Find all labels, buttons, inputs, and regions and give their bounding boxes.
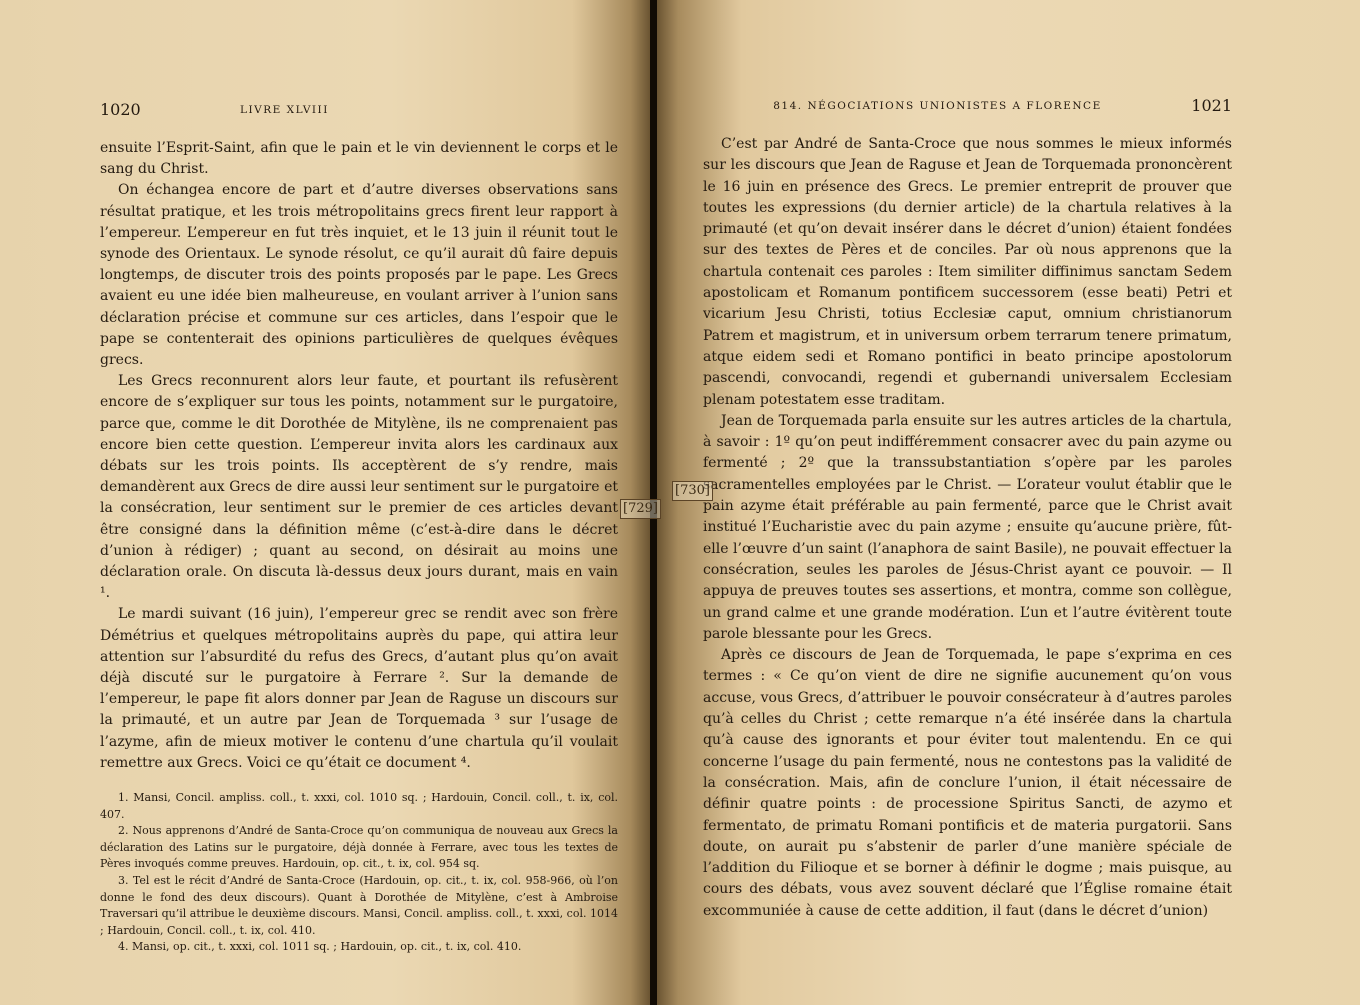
paragraph: Les Grecs reconnurent alors leur faute, et pourtant ils refusèrent encore de s’expliquer sur tous les points, notamment sur le purgatoire, parce que, comme le dit Dorothée de Mitylène, ils ne comprenaient pas encore bien cette question. L’empereur invita alors les cardinaux aux débats sur les trois points. Ils acceptèrent de s’y rendre, mais demandèrent aux Grecs de dire aussi leur sentiment sur le purgatoire et la consécration, leur sentiment sur le premier de ces articles devant être consigné dans la définition même (c’est-à-dire dans le décret d’union à rédiger) ; quant au second, on désirait au moins une déclaration orale. On discuta là-dessus deux jours durant, mais en vain ¹. — [100, 373, 618, 602]
paragraph: Le mardi suivant (16 juin), l’empereur grec se rendit avec son frère Démétrius et quelques métropolitains auprès du pape, qui attira leur attention sur l’absurdité du refus des Grecs, d’autant plus qu’on avait déjà discuté sur le purgatoire à Ferrare ². Sur la demande de l’empereur, le pape fit alors donner par Jean de Raguse un discours sur la primauté, et un autre par Jean de Torquemada ³ sur l’usage de l’azyme, afin de mieux motiver le contenu d’une chartula qu’il voulait remettre aux Grecs. Voici ce qu’était ce document ⁴. — [100, 606, 618, 771]
footnote: 3. Tel est le récit d’André de Santa-Croce (Hardouin, op. cit., t. ix, col. 958-966, où l’on donne le fond des deux discours). Quant à Dorothée de Mitylène, c’est à Ambroise Traversari qu’il attribue le deuxième discours. Mansi, Concil. ampliss. coll., t. xxxi, col. 1014 ; Hardouin, Concil. coll., t. ix, col. 410. — [100, 874, 618, 937]
right-running-title: 814. NÉGOCIATIONS UNIONISTES A FLORENCE — [773, 100, 1102, 112]
paragraph: Après ce discours de Jean de Torquemada, le pape s’exprima en ces termes : « Ce qu’on vient de dire ne signifie aucunement qu’on vous accuse, vous Grecs, d’attribuer le pouvoir consécrateur à d’autres paroles qu’à celles du Christ ; cette remarque n’a été insérée dans la chartula qu’à cause des ignorants et pour éviter tout malentendu. En ce qui concerne l’usage du pain fermenté, nous ne contestons pas la validité de la consécration. Mais, afin de conclure l’union, il était nécessaire de définir quatre points : de processione Spiritus Sancti, de azymo et fermentato, de primatu Romani pontificis et de materia purgatorii. Sans doute, on aurait pu s’abstenir de parler d’une manière spéciale de l’addition du Filioque et se borner à définir le dogme ; mais puisque, au cours des débats, vous avez souvent déclaré que l’Église romaine était excommuniée à cause de cette addition, il faut (dans le décret d’union) — [703, 647, 1232, 919]
right-running-head — [703, 96, 1232, 122]
footnotes — [100, 790, 618, 956]
footnote: 4. Mansi, op. cit., t. xxxi, col. 1011 sq. ; Hardouin, op. cit., t. ix, col. 410. — [118, 940, 522, 954]
right-page-number: 1021 — [1191, 96, 1232, 115]
left-page — [0, 0, 650, 1005]
paragraph: Jean de Torquemada parla ensuite sur les autres articles de la chartula, à savoir : 1º qu’on peut indifféremment consacrer avec du pain azyme ou fermenté ; 2º que la transsubstantiation s’opère par les paroles sacramentelles employées par le Christ. — L’orateur voulut établir que le pain azyme était préférable au pain fermenté, parce que le Christ avait institué l’Eucharistie avec du pain azyme ; ensuite qu’aucune prière, fût-elle l’œuvre d’un saint (l’anaphora de saint Basile), ne pouvait effectuer la consécration, seules les paroles de Jésus-Christ ayant ce pouvoir. — Il appuya de preuves toutes ses assertions, et montra, comme son collègue, un grand calme et une grande modération. L’un et l’autre évitèrent toute parole blessante pour les Grecs. — [703, 412, 1232, 642]
left-body-text — [100, 138, 618, 774]
right-body-text — [703, 134, 1232, 922]
left-page-number: 1020 — [100, 100, 141, 119]
right-margin-page-ref: [730] — [672, 481, 713, 501]
paragraph: C’est par André de Santa-Croce que nous sommes le mieux informés sur les discours que Jean de Raguse et Jean de Torquemada prononcèrent le 16 juin en présence des Grecs. Le premier entreprit de prouver que toutes les expressions (du dernier article) de la chartula relatives à la primauté (et qu’on devait insérer dans le décret d’union) étaient fondées sur des textes de Pères et de conciles. Par où nous apprenons que la chartula contenait ces paroles : Item similiter diffinimus sanctam Sedem apostolicam et Romanum pontificem successorem (esse beati) Petri et vicarium Jesu Christi, totius Ecclesiæ caput, omnium christianorum Patrem et magistrum, et in universum orbem terrarum tenere primatum, atque eidem sedi et Romano pontifici in beato principe apostolorum pascendi, convocandi, regendi et gubernandi universalem Ecclesiam plenam potestatem esse traditam. — [703, 136, 1232, 408]
right-page — [657, 0, 1360, 1005]
left-margin-page-ref: [729] — [620, 499, 661, 519]
footnote: 1. Mansi, Concil. ampliss. coll., t. xxxi, col. 1010 sq. ; Hardouin, Concil. coll., t. ix, col. 407. — [100, 791, 618, 821]
left-running-head — [100, 100, 618, 126]
left-running-title: LIVRE XLVIII — [240, 104, 329, 116]
footnote: 2. Nous apprenons d’André de Santa-Croce qu’on communiqua de nouveau aux Grecs la déclaration des Latins sur le purgatoire, déjà donnée à Ferrare, avec tous les textes de Pères invoqués comme preuves. Hardouin, op. cit., t. ix, col. 954 sq. — [100, 824, 618, 871]
paragraph: On échangea encore de part et d’autre diverses observations sans résultat pratique, et les trois métropolitains grecs firent leur rapport à l’empereur. L’empereur en fut très inquiet, et le 13 juin il réunit tout le synode des Orientaux. Le synode résolut, ce qu’il aurait dû faire depuis longtemps, de discuter trois des points proposés par le pape. Les Grecs avaient eu une idée bien malheureuse, en voulant arriver à l’union sans déclaration précise et commune sur ces articles, dans l’espoir que le pape se contenterait des opinions particulières de quelques évêques grecs. — [100, 182, 618, 369]
paragraph: ensuite l’Esprit-Saint, afin que le pain et le vin deviennent le corps et le sang du Christ. — [100, 140, 618, 178]
